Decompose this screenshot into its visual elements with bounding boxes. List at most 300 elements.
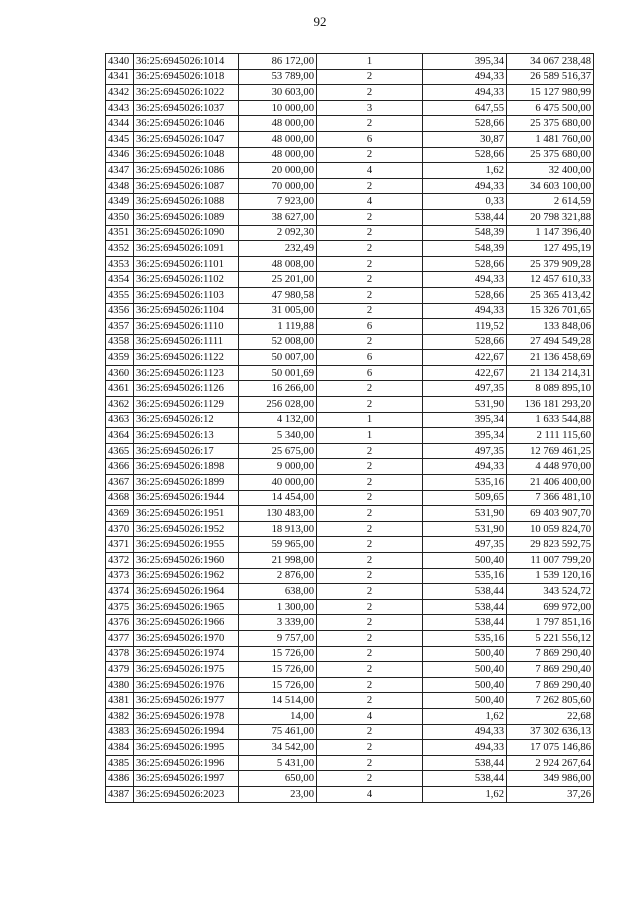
cadastral-number-cell: 36:25:6945026:1022 [134,85,239,101]
row-number-cell: 4368 [106,490,134,506]
area-cell: 20 000,00 [239,163,317,179]
row-number-cell: 4349 [106,194,134,210]
specific-value-cell: 509,65 [423,490,507,506]
cadastral-number-cell: 36:25:6945026:1046 [134,116,239,132]
area-cell: 48 000,00 [239,116,317,132]
table-row [106,194,594,210]
cadastral-number-cell: 36:25:6945026:13 [134,428,239,444]
row-number-cell: 4381 [106,693,134,709]
row-number-cell: 4386 [106,771,134,787]
cadastral-number-cell: 36:25:6945026:1952 [134,521,239,537]
table-row [106,584,594,600]
table-row [106,475,594,491]
cadastral-number-cell: 36:25:6945026:17 [134,443,239,459]
table-body [106,54,594,803]
area-cell: 50 007,00 [239,350,317,366]
row-number-cell: 4371 [106,537,134,553]
specific-value-cell: 528,66 [423,287,507,303]
group-code-cell: 2 [317,443,423,459]
cadastral-number-cell: 36:25:6945026:1899 [134,475,239,491]
table-row [106,724,594,740]
cadastral-value-cell: 8 089 895,10 [507,381,594,397]
cadastral-number-cell: 36:25:6945026:1964 [134,584,239,600]
cadastral-number-cell: 36:25:6945026:1089 [134,209,239,225]
cadastral-value-cell: 37,26 [507,786,594,802]
area-cell: 18 913,00 [239,521,317,537]
row-number-cell: 4358 [106,334,134,350]
table-row [106,272,594,288]
row-number-cell: 4361 [106,381,134,397]
table-row [106,740,594,756]
table-row [106,428,594,444]
cadastral-number-cell: 36:25:6945026:1976 [134,677,239,693]
table-row [106,677,594,693]
cadastral-number-cell: 36:25:6945026:1970 [134,630,239,646]
table-row [106,381,594,397]
group-code-cell: 2 [317,537,423,553]
table-row [106,319,594,335]
row-number-cell: 4364 [106,428,134,444]
cadastral-value-cell: 2 614,59 [507,194,594,210]
cadastral-number-cell: 36:25:6945026:1977 [134,693,239,709]
cadastral-number-cell: 36:25:6945026:1995 [134,740,239,756]
area-cell: 7 923,00 [239,194,317,210]
cadastral-number-cell: 36:25:6945026:1996 [134,755,239,771]
row-number-cell: 4344 [106,116,134,132]
table-row [106,365,594,381]
table-row [106,708,594,724]
group-code-cell: 2 [317,740,423,756]
row-number-cell: 4348 [106,178,134,194]
area-cell: 15 726,00 [239,662,317,678]
table-row [106,287,594,303]
group-code-cell: 2 [317,662,423,678]
group-code-cell: 4 [317,194,423,210]
cadastral-value-cell: 1 797 851,16 [507,615,594,631]
specific-value-cell: 395,34 [423,428,507,444]
specific-value-cell: 1,62 [423,786,507,802]
group-code-cell: 4 [317,786,423,802]
specific-value-cell: 538,44 [423,615,507,631]
group-code-cell: 2 [317,615,423,631]
row-number-cell: 4357 [106,319,134,335]
area-cell: 130 483,00 [239,506,317,522]
specific-value-cell: 422,67 [423,350,507,366]
cadastral-value-cell: 25 365 413,42 [507,287,594,303]
cadastral-value-table [105,53,594,803]
group-code-cell: 2 [317,303,423,319]
area-cell: 52 008,00 [239,334,317,350]
cadastral-value-cell: 1 147 396,40 [507,225,594,241]
cadastral-number-cell: 36:25:6945026:1122 [134,350,239,366]
cadastral-value-cell: 12 769 461,25 [507,443,594,459]
area-cell: 30 603,00 [239,85,317,101]
area-cell: 638,00 [239,584,317,600]
group-code-cell: 2 [317,256,423,272]
specific-value-cell: 494,33 [423,85,507,101]
cadastral-value-cell: 34 603 100,00 [507,178,594,194]
row-number-cell: 4367 [106,475,134,491]
cadastral-number-cell: 36:25:6945026:1962 [134,568,239,584]
cadastral-value-cell: 127 495,19 [507,241,594,257]
cadastral-value-cell: 29 823 592,75 [507,537,594,553]
row-number-cell: 4369 [106,506,134,522]
cadastral-value-cell: 15 127 980,99 [507,85,594,101]
row-number-cell: 4345 [106,131,134,147]
specific-value-cell: 548,39 [423,241,507,257]
area-cell: 14 454,00 [239,490,317,506]
table-row [106,54,594,70]
table-row [106,506,594,522]
group-code-cell: 2 [317,116,423,132]
area-cell: 70 000,00 [239,178,317,194]
group-code-cell: 3 [317,100,423,116]
cadastral-value-cell: 2 924 267,64 [507,755,594,771]
cadastral-number-cell: 36:25:6945026:1091 [134,241,239,257]
cadastral-number-cell: 36:25:6945026:1994 [134,724,239,740]
specific-value-cell: 1,62 [423,163,507,179]
specific-value-cell: 494,33 [423,459,507,475]
cadastral-value-cell: 7 869 290,40 [507,646,594,662]
area-cell: 3 339,00 [239,615,317,631]
group-code-cell: 1 [317,54,423,70]
cadastral-number-cell: 36:25:6945026:1037 [134,100,239,116]
group-code-cell: 6 [317,365,423,381]
specific-value-cell: 500,40 [423,646,507,662]
specific-value-cell: 494,33 [423,178,507,194]
table-row [106,412,594,428]
specific-value-cell: 497,35 [423,381,507,397]
cadastral-value-cell: 11 007 799,20 [507,553,594,569]
table-row [106,646,594,662]
table-row [106,755,594,771]
row-number-cell: 4374 [106,584,134,600]
cadastral-value-cell: 32 400,00 [507,163,594,179]
specific-value-cell: 500,40 [423,662,507,678]
group-code-cell: 2 [317,630,423,646]
table-row [106,397,594,413]
group-code-cell: 2 [317,475,423,491]
cadastral-number-cell: 36:25:6945026:1951 [134,506,239,522]
cadastral-number-cell: 36:25:6945026:1978 [134,708,239,724]
area-cell: 48 000,00 [239,131,317,147]
specific-value-cell: 538,44 [423,209,507,225]
cadastral-value-cell: 22,68 [507,708,594,724]
cadastral-number-cell: 36:25:6945026:1974 [134,646,239,662]
specific-value-cell: 1,62 [423,708,507,724]
row-number-cell: 4341 [106,69,134,85]
area-cell: 14,00 [239,708,317,724]
cadastral-number-cell: 36:25:6945026:1129 [134,397,239,413]
table-row [106,303,594,319]
table-row [106,334,594,350]
cadastral-number-cell: 36:25:6945026:1898 [134,459,239,475]
area-cell: 9 757,00 [239,630,317,646]
row-number-cell: 4354 [106,272,134,288]
cadastral-number-cell: 36:25:6945026:1966 [134,615,239,631]
specific-value-cell: 531,90 [423,521,507,537]
specific-value-cell: 538,44 [423,755,507,771]
cadastral-number-cell: 36:25:6945026:1126 [134,381,239,397]
row-number-cell: 4365 [106,443,134,459]
cadastral-value-cell: 7 869 290,40 [507,677,594,693]
specific-value-cell: 538,44 [423,771,507,787]
cadastral-number-cell: 36:25:6945026:1960 [134,553,239,569]
group-code-cell: 2 [317,225,423,241]
specific-value-cell: 548,39 [423,225,507,241]
row-number-cell: 4384 [106,740,134,756]
table-row [106,630,594,646]
area-cell: 9 000,00 [239,459,317,475]
cadastral-number-cell: 36:25:6945026:1014 [134,54,239,70]
area-cell: 5 340,00 [239,428,317,444]
row-number-cell: 4352 [106,241,134,257]
group-code-cell: 2 [317,209,423,225]
cadastral-value-cell: 343 524,72 [507,584,594,600]
group-code-cell: 2 [317,287,423,303]
cadastral-value-cell: 1 633 544,88 [507,412,594,428]
cadastral-value-cell: 21 134 214,31 [507,365,594,381]
cadastral-number-cell: 36:25:6945026:1090 [134,225,239,241]
row-number-cell: 4372 [106,553,134,569]
group-code-cell: 2 [317,568,423,584]
table-row [106,786,594,802]
cadastral-value-cell: 20 798 321,88 [507,209,594,225]
group-code-cell: 2 [317,241,423,257]
table-row [106,537,594,553]
cadastral-value-cell: 349 986,00 [507,771,594,787]
area-cell: 1 119,88 [239,319,317,335]
table-row [106,225,594,241]
cadastral-number-cell: 36:25:6945026:1110 [134,319,239,335]
specific-value-cell: 528,66 [423,334,507,350]
group-code-cell: 6 [317,350,423,366]
area-cell: 4 132,00 [239,412,317,428]
row-number-cell: 4363 [106,412,134,428]
table-row [106,568,594,584]
specific-value-cell: 538,44 [423,584,507,600]
table-row [106,615,594,631]
group-code-cell: 2 [317,693,423,709]
group-code-cell: 4 [317,163,423,179]
area-cell: 16 266,00 [239,381,317,397]
cadastral-value-cell: 136 181 293,20 [507,397,594,413]
area-cell: 75 461,00 [239,724,317,740]
specific-value-cell: 494,33 [423,303,507,319]
area-cell: 34 542,00 [239,740,317,756]
area-cell: 15 726,00 [239,677,317,693]
group-code-cell: 2 [317,599,423,615]
group-code-cell: 2 [317,755,423,771]
area-cell: 47 980,58 [239,287,317,303]
table-row [106,443,594,459]
row-number-cell: 4370 [106,521,134,537]
group-code-cell: 2 [317,584,423,600]
table-row [106,662,594,678]
table-row [106,85,594,101]
area-cell: 48 000,00 [239,147,317,163]
cadastral-value-cell: 21 136 458,69 [507,350,594,366]
specific-value-cell: 538,44 [423,599,507,615]
area-cell: 31 005,00 [239,303,317,319]
cadastral-value-cell: 15 326 701,65 [507,303,594,319]
specific-value-cell: 494,33 [423,272,507,288]
specific-value-cell: 528,66 [423,147,507,163]
cadastral-number-cell: 36:25:6945026:1047 [134,131,239,147]
area-cell: 86 172,00 [239,54,317,70]
row-number-cell: 4351 [106,225,134,241]
group-code-cell: 2 [317,771,423,787]
row-number-cell: 4355 [106,287,134,303]
cadastral-number-cell: 36:25:6945026:1944 [134,490,239,506]
area-cell: 48 008,00 [239,256,317,272]
cadastral-number-cell: 36:25:6945026:1997 [134,771,239,787]
specific-value-cell: 497,35 [423,443,507,459]
specific-value-cell: 647,55 [423,100,507,116]
area-cell: 15 726,00 [239,646,317,662]
table-row [106,256,594,272]
row-number-cell: 4342 [106,85,134,101]
table-row [106,100,594,116]
specific-value-cell: 497,35 [423,537,507,553]
table-row [106,69,594,85]
group-code-cell: 2 [317,521,423,537]
group-code-cell: 6 [317,319,423,335]
row-number-cell: 4379 [106,662,134,678]
area-cell: 2 092,30 [239,225,317,241]
row-number-cell: 4378 [106,646,134,662]
specific-value-cell: 535,16 [423,630,507,646]
cadastral-value-cell: 6 475 500,00 [507,100,594,116]
cadastral-value-cell: 5 221 556,12 [507,630,594,646]
group-code-cell: 2 [317,334,423,350]
cadastral-value-cell: 7 869 290,40 [507,662,594,678]
cadastral-number-cell: 36:25:6945026:1086 [134,163,239,179]
group-code-cell: 2 [317,397,423,413]
area-cell: 14 514,00 [239,693,317,709]
cadastral-number-cell: 36:25:6945026:1104 [134,303,239,319]
cadastral-value-cell: 7 262 805,60 [507,693,594,709]
row-number-cell: 4376 [106,615,134,631]
group-code-cell: 2 [317,677,423,693]
table-row [106,241,594,257]
group-code-cell: 2 [317,490,423,506]
cadastral-number-cell: 36:25:6945026:1103 [134,287,239,303]
cadastral-value-cell: 25 375 680,00 [507,116,594,132]
table-row [106,693,594,709]
row-number-cell: 4385 [106,755,134,771]
table-row [106,490,594,506]
cadastral-number-cell: 36:25:6945026:1102 [134,272,239,288]
cadastral-number-cell: 36:25:6945026:12 [134,412,239,428]
cadastral-value-cell: 12 457 610,33 [507,272,594,288]
area-cell: 50 001,69 [239,365,317,381]
group-code-cell: 2 [317,646,423,662]
group-code-cell: 2 [317,272,423,288]
cadastral-number-cell: 36:25:6945026:1123 [134,365,239,381]
row-number-cell: 4383 [106,724,134,740]
group-code-cell: 2 [317,147,423,163]
cadastral-number-cell: 36:25:6945026:1965 [134,599,239,615]
area-cell: 38 627,00 [239,209,317,225]
cadastral-value-cell: 2 111 115,60 [507,428,594,444]
table-row [106,147,594,163]
specific-value-cell: 531,90 [423,397,507,413]
row-number-cell: 4356 [106,303,134,319]
table-row [106,599,594,615]
cadastral-value-cell: 699 972,00 [507,599,594,615]
cadastral-value-cell: 37 302 636,13 [507,724,594,740]
row-number-cell: 4359 [106,350,134,366]
row-number-cell: 4375 [106,599,134,615]
specific-value-cell: 119,52 [423,319,507,335]
area-cell: 53 789,00 [239,69,317,85]
cadastral-value-cell: 7 366 481,10 [507,490,594,506]
table-row [106,163,594,179]
cadastral-value-cell: 27 494 549,28 [507,334,594,350]
area-cell: 650,00 [239,771,317,787]
row-number-cell: 4387 [106,786,134,802]
specific-value-cell: 531,90 [423,506,507,522]
table-row [106,771,594,787]
group-code-cell: 2 [317,506,423,522]
specific-value-cell: 528,66 [423,256,507,272]
row-number-cell: 4343 [106,100,134,116]
cadastral-value-cell: 69 403 907,70 [507,506,594,522]
cadastral-number-cell: 36:25:6945026:1111 [134,334,239,350]
cadastral-value-cell: 25 379 909,28 [507,256,594,272]
row-number-cell: 4347 [106,163,134,179]
area-cell: 40 000,00 [239,475,317,491]
specific-value-cell: 395,34 [423,412,507,428]
cadastral-number-cell: 36:25:6945026:1087 [134,178,239,194]
row-number-cell: 4366 [106,459,134,475]
cadastral-number-cell: 36:25:6945026:1018 [134,69,239,85]
area-cell: 2 876,00 [239,568,317,584]
area-cell: 256 028,00 [239,397,317,413]
table-row [106,459,594,475]
table-row [106,131,594,147]
cadastral-number-cell: 36:25:6945026:1975 [134,662,239,678]
specific-value-cell: 30,87 [423,131,507,147]
specific-value-cell: 494,33 [423,740,507,756]
group-code-cell: 1 [317,412,423,428]
area-cell: 1 300,00 [239,599,317,615]
specific-value-cell: 500,40 [423,677,507,693]
table-row [106,521,594,537]
row-number-cell: 4350 [106,209,134,225]
table-row [106,116,594,132]
group-code-cell: 2 [317,459,423,475]
cadastral-value-cell: 4 448 970,00 [507,459,594,475]
row-number-cell: 4346 [106,147,134,163]
specific-value-cell: 535,16 [423,475,507,491]
cadastral-number-cell: 36:25:6945026:2023 [134,786,239,802]
table-row [106,553,594,569]
cadastral-number-cell: 36:25:6945026:1048 [134,147,239,163]
specific-value-cell: 535,16 [423,568,507,584]
specific-value-cell: 422,67 [423,365,507,381]
group-code-cell: 6 [317,131,423,147]
row-number-cell: 4360 [106,365,134,381]
area-cell: 25 675,00 [239,443,317,459]
cadastral-value-cell: 25 375 680,00 [507,147,594,163]
specific-value-cell: 494,33 [423,69,507,85]
row-number-cell: 4380 [106,677,134,693]
area-cell: 232,49 [239,241,317,257]
row-number-cell: 4340 [106,54,134,70]
cadastral-value-cell: 133 848,06 [507,319,594,335]
